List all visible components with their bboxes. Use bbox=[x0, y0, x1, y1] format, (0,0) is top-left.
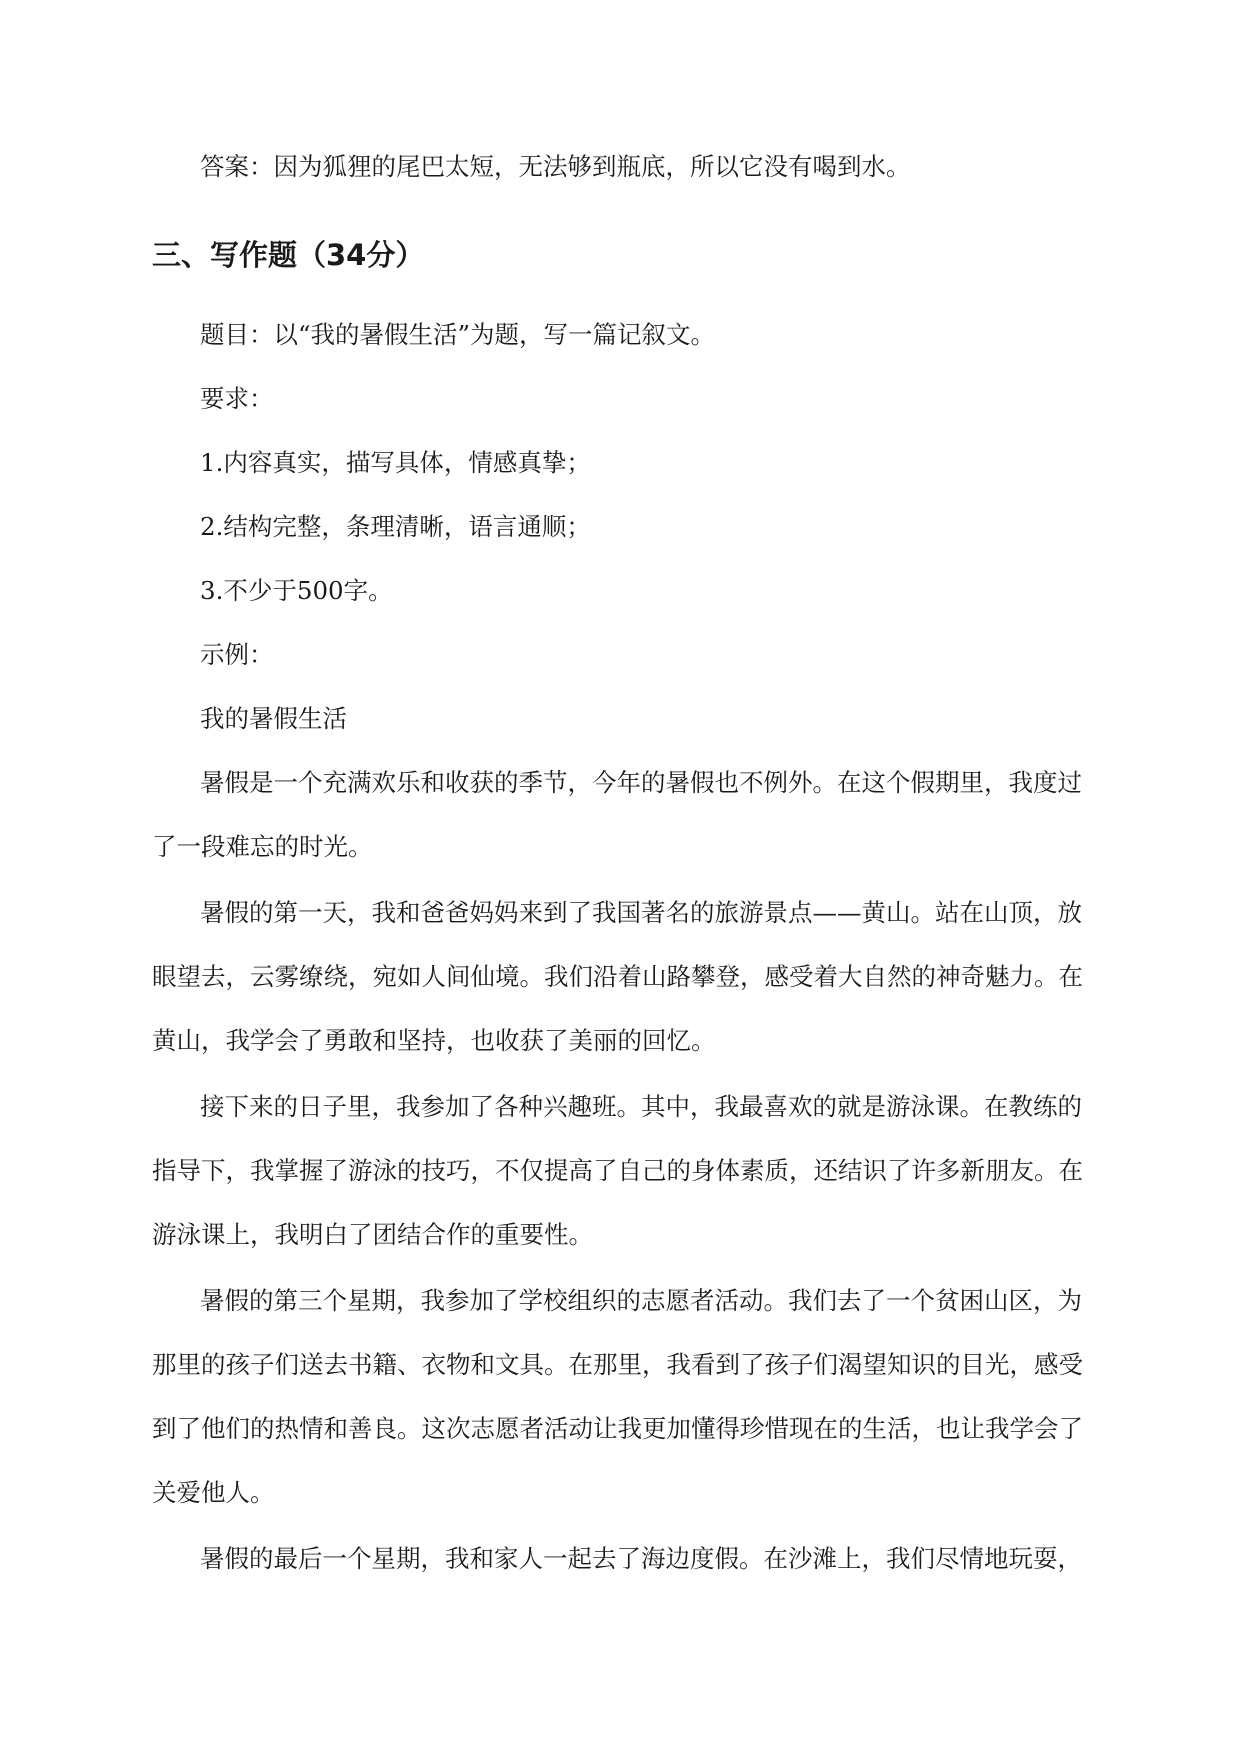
essay-line: 游泳课上，我明白了团结合作的重要性。 bbox=[152, 1220, 593, 1249]
essay-line: 指导下，我掌握了游泳的技巧，不仅提高了自己的身体素质，还结识了许多新朋友。在 bbox=[152, 1156, 1083, 1185]
essay-line: 暑假的第三个星期，我参加了学校组织的志愿者活动。我们去了一个贫困山区，为 bbox=[200, 1286, 1082, 1315]
essay-line: 到了他们的热情和善良。这次志愿者活动让我更加懂得珍惜现在的生活，也让我学会了 bbox=[152, 1414, 1083, 1443]
requirement-item: 2.结构完整，条理清晰，语言通顺； bbox=[200, 512, 591, 541]
requirements-label: 要求： bbox=[200, 384, 274, 413]
essay-line: 了一段难忘的时光。 bbox=[152, 832, 373, 861]
essay-line: 关爱他人。 bbox=[152, 1478, 275, 1507]
essay-title: 我的暑假生活 bbox=[200, 704, 347, 733]
requirement-item: 3.不少于500字。 bbox=[200, 576, 393, 605]
essay-line: 暑假是一个充满欢乐和收获的季节，今年的暑假也不例外。在这个假期里，我度过 bbox=[200, 768, 1082, 797]
example-label: 示例： bbox=[200, 640, 274, 669]
essay-line: 接下来的日子里，我参加了各种兴趣班。其中，我最喜欢的就是游泳课。在教练的 bbox=[200, 1092, 1082, 1121]
essay-line: 暑假的最后一个星期，我和家人一起去了海边度假。在沙滩上，我们尽情地玩耍， bbox=[200, 1544, 1082, 1573]
answer-line: 答案：因为狐狸的尾巴太短，无法够到瓶底，所以它没有喝到水。 bbox=[200, 152, 911, 181]
requirement-item: 1.内容真实，描写具体，情感真挚； bbox=[200, 448, 591, 477]
essay-prompt: 题目：以“我的暑假生活”为题，写一篇记叙文。 bbox=[200, 320, 716, 349]
essay-line: 那里的孩子们送去书籍、衣物和文具。在那里，我看到了孩子们渴望知识的目光，感受 bbox=[152, 1350, 1083, 1379]
essay-line: 黄山，我学会了勇敢和坚持，也收获了美丽的回忆。 bbox=[152, 1026, 716, 1055]
essay-line: 眼望去，云雾缭绕，宛如人间仙境。我们沿着山路攀登，感受着大自然的神奇魅力。在 bbox=[152, 962, 1083, 991]
section-heading: 三、写作题（34分） bbox=[152, 238, 425, 272]
essay-line: 暑假的第一天，我和爸爸妈妈来到了我国著名的旅游景点——黄山。站在山顶，放 bbox=[200, 898, 1082, 927]
